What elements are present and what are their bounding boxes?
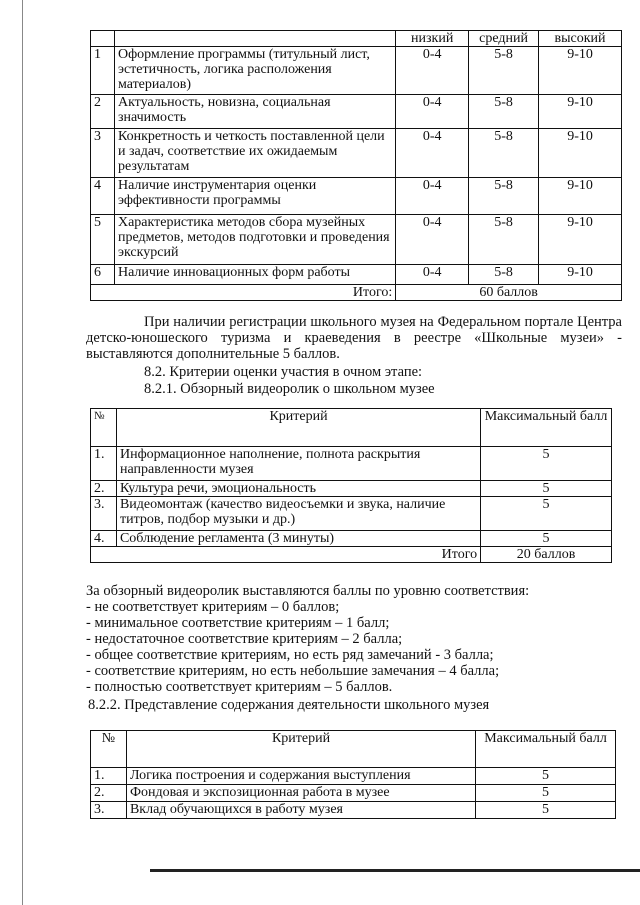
row-number: 1 <box>91 47 115 95</box>
section-8-2-2-heading: 8.2.2. Представление содержания деятельности школьного музея <box>88 697 490 713</box>
total-label: Итого: <box>91 285 396 301</box>
criterion-text: Фондовая и экспозиционная работа в музее <box>126 785 475 802</box>
score-mid: 5-8 <box>469 129 539 178</box>
total-label: Итого <box>91 547 481 563</box>
total-value: 60 баллов <box>396 285 622 301</box>
max-score: 5 <box>476 785 616 802</box>
criterion-text: Конкретность и четкость поставленной цели и задач, соответствие их ожидаемым результатам <box>114 129 395 178</box>
criterion-header: Критерий <box>126 731 475 768</box>
register-bonus-paragraph: При наличии регистрации школьного музея на Федеральном портале Центра детско-юношеского туризма и краеведения в реестре «Школьные музеи» - выставляются дополнительные 5 баллов. <box>86 314 622 362</box>
score-low: 0-4 <box>396 129 469 178</box>
table-header-row <box>91 731 616 768</box>
total-row <box>91 285 622 301</box>
criteria-table-presentation <box>90 730 616 819</box>
max-score: 5 <box>476 768 616 785</box>
max-score: 5 <box>481 447 612 481</box>
table-row <box>91 265 622 285</box>
max-score-header: Максимальный балл <box>481 409 612 447</box>
criterion-text: Оформление программы (титульный лист, эстетичность, логика расположения материалов) <box>114 47 395 95</box>
row-number: 3 <box>91 129 115 178</box>
row-number: 4. <box>91 531 117 547</box>
num-header: № <box>91 409 117 447</box>
table-row <box>91 95 622 129</box>
criterion-text: Актуальность, новизна, социальная значимость <box>114 95 395 129</box>
row-number: 4 <box>91 178 115 215</box>
list-item: - общее соответствие критериям, но есть ряд замечаний - 3 балла; <box>86 647 494 663</box>
section-8-2-heading: 8.2. Критерии оценки участия в очном этапе: <box>144 364 423 380</box>
level-low-header: низкий <box>396 31 469 47</box>
table-header-row <box>91 31 622 47</box>
row-number: 3. <box>91 802 127 819</box>
table-row <box>91 802 616 819</box>
score-high: 9-10 <box>539 265 622 285</box>
score-high: 9-10 <box>539 95 622 129</box>
max-score-header: Максимальный балл <box>476 731 616 768</box>
criterion-text: Видеомонтаж (качество видеосъемки и звука, наличие титров, подбор музыки и др.) <box>116 497 480 531</box>
criterion-text: Вклад обучающихся в работу музея <box>126 802 475 819</box>
table-row <box>91 481 612 497</box>
list-item: - недостаточное соответствие критериям – 2 балла; <box>86 631 403 647</box>
criteria-table-program <box>90 30 622 301</box>
criteria-table-video <box>90 408 612 563</box>
table-row <box>91 531 612 547</box>
table-row <box>91 785 616 802</box>
table-row <box>91 215 622 265</box>
max-score: 5 <box>481 481 612 497</box>
row-number: 5 <box>91 215 115 265</box>
table-row <box>91 447 612 481</box>
scan-edge-left <box>22 0 23 905</box>
score-mid: 5-8 <box>469 215 539 265</box>
row-number: 3. <box>91 497 117 531</box>
score-high: 9-10 <box>539 215 622 265</box>
list-item: - соответствие критериям, но есть небольшие замечания – 4 балла; <box>86 663 500 679</box>
list-item: - полностью соответствует критериям – 5 баллов. <box>86 679 393 695</box>
criterion-text: Логика построения и содержания выступления <box>126 768 475 785</box>
score-mid: 5-8 <box>469 178 539 215</box>
row-number: 2. <box>91 785 127 802</box>
section-8-2-1-heading: 8.2.1. Обзорный видеоролик о школьном музее <box>144 381 435 397</box>
score-low: 0-4 <box>396 47 469 95</box>
score-low: 0-4 <box>396 178 469 215</box>
row-number: 6 <box>91 265 115 285</box>
score-low: 0-4 <box>396 215 469 265</box>
criterion-text: Соблюдение регламента (3 минуты) <box>116 531 480 547</box>
scoring-intro: За обзорный видеоролик выставляются баллы по уровню соответствия: <box>86 583 530 599</box>
criterion-text: Информационное наполнение, полнота раскрытия направленности музея <box>116 447 480 481</box>
score-mid: 5-8 <box>469 95 539 129</box>
criterion-text: Наличие инструментария оценки эффективности программы <box>114 178 395 215</box>
row-number: 1. <box>91 768 127 785</box>
max-score: 5 <box>481 531 612 547</box>
table-header-row <box>91 409 612 447</box>
table-row <box>91 47 622 95</box>
score-low: 0-4 <box>396 95 469 129</box>
score-mid: 5-8 <box>469 265 539 285</box>
total-value: 20 баллов <box>481 547 612 563</box>
table-row <box>91 178 622 215</box>
criterion-text: Наличие инновационных форм работы <box>114 265 395 285</box>
table-row <box>91 768 616 785</box>
criterion-header: Критерий <box>116 409 480 447</box>
table-row <box>91 129 622 178</box>
total-row <box>91 547 612 563</box>
scan-edge-bottom <box>150 869 640 872</box>
score-high: 9-10 <box>539 178 622 215</box>
max-score: 5 <box>481 497 612 531</box>
level-mid-header: средний <box>469 31 539 47</box>
level-high-header: высокий <box>539 31 622 47</box>
score-mid: 5-8 <box>469 47 539 95</box>
score-high: 9-10 <box>539 129 622 178</box>
row-number: 1. <box>91 447 117 481</box>
scoring-list <box>86 599 499 695</box>
criterion-text: Культура речи, эмоциональность <box>116 481 480 497</box>
row-number: 2 <box>91 95 115 129</box>
score-low: 0-4 <box>396 265 469 285</box>
num-header: № <box>91 731 127 768</box>
list-item: - не соответствует критериям – 0 баллов; <box>86 599 340 615</box>
criterion-text: Характеристика методов сбора музейных предметов, методов подготовки и проведения экскурсий <box>114 215 395 265</box>
max-score: 5 <box>476 802 616 819</box>
row-number: 2. <box>91 481 117 497</box>
score-high: 9-10 <box>539 47 622 95</box>
list-item: - минимальное соответствие критериям – 1 балл; <box>86 615 390 631</box>
table-row <box>91 497 612 531</box>
